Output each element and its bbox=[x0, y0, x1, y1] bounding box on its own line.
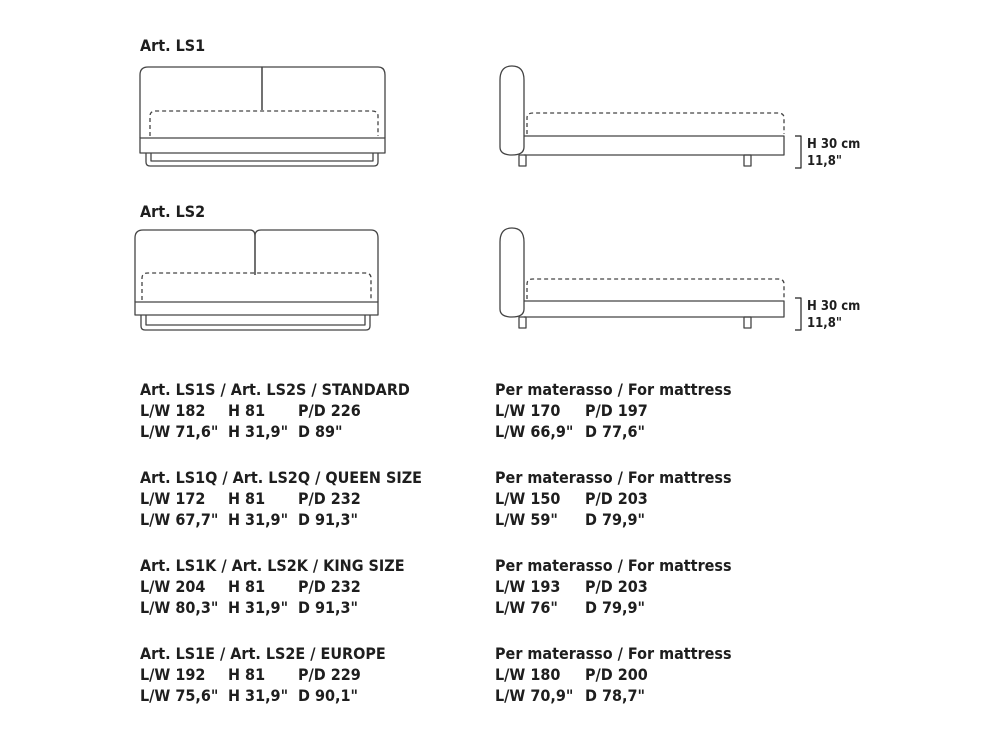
mattress-depth-in: D 79,9" bbox=[585, 510, 645, 529]
mattress-title: Per materasso / For mattress bbox=[495, 556, 732, 575]
spec-width: L/W 204 bbox=[140, 577, 206, 596]
spec-queen bbox=[140, 467, 422, 530]
spec-width-in: L/W 75,6" bbox=[140, 686, 219, 705]
mattress-depth: P/D 203 bbox=[585, 577, 648, 596]
spec-width-in: L/W 71,6" bbox=[140, 422, 219, 441]
mattress-width: L/W 170 bbox=[495, 401, 561, 420]
ls1-front-view bbox=[140, 67, 385, 166]
spec-width-in: L/W 80,3" bbox=[140, 598, 219, 617]
spec-height-in: H 31,9" bbox=[228, 510, 289, 529]
spec-depth: P/D 226 bbox=[298, 401, 361, 420]
height-dimension-brackets bbox=[795, 136, 801, 330]
spec-title: Art. LS1Q / Art. LS2Q / QUEEN SIZE bbox=[140, 468, 422, 487]
ls1-height-dimension bbox=[807, 136, 860, 170]
spec-height-in: H 31,9" bbox=[228, 686, 289, 705]
spec-depth: P/D 232 bbox=[298, 577, 361, 596]
mattress-depth-in: D 78,7" bbox=[585, 686, 645, 705]
ls1-side-view bbox=[500, 66, 784, 166]
spec-height: H 81 bbox=[228, 489, 266, 508]
mattress-queen bbox=[495, 467, 732, 530]
mattress-depth: P/D 203 bbox=[585, 489, 648, 508]
mattress-width-in: L/W 70,9" bbox=[495, 686, 574, 705]
mattress-standard bbox=[495, 379, 732, 442]
spec-depth-in: D 89" bbox=[298, 422, 343, 441]
mattress-width-in: L/W 66,9" bbox=[495, 422, 574, 441]
ls2-front-view bbox=[135, 230, 378, 330]
drawing-title-ls2: Art. LS2 bbox=[140, 202, 206, 221]
mattress-width: L/W 193 bbox=[495, 577, 561, 596]
spec-width: L/W 192 bbox=[140, 665, 206, 684]
mattress-width-in: L/W 59" bbox=[495, 510, 558, 529]
spec-height-in: H 31,9" bbox=[228, 598, 289, 617]
mattress-title: Per materasso / For mattress bbox=[495, 380, 732, 399]
spec-europe bbox=[140, 643, 386, 706]
ls2-height-dimension bbox=[807, 298, 860, 332]
mattress-title: Per materasso / For mattress bbox=[495, 468, 732, 487]
spec-width: L/W 172 bbox=[140, 489, 206, 508]
mattress-width-in: L/W 76" bbox=[495, 598, 558, 617]
drawing-title-ls1: Art. LS1 bbox=[140, 36, 206, 55]
spec-title: Art. LS1E / Art. LS2E / EUROPE bbox=[140, 644, 386, 663]
spec-height-in: H 31,9" bbox=[228, 422, 289, 441]
spec-standard bbox=[140, 379, 410, 442]
spec-title: Art. LS1S / Art. LS2S / STANDARD bbox=[140, 380, 410, 399]
mattress-width: L/W 180 bbox=[495, 665, 561, 684]
mattress-title: Per materasso / For mattress bbox=[495, 644, 732, 663]
spec-height: H 81 bbox=[228, 665, 266, 684]
height-cm-label: H 30 cm bbox=[807, 137, 861, 152]
spec-depth-in: D 91,3" bbox=[298, 510, 358, 529]
mattress-europe bbox=[495, 643, 732, 706]
spec-height: H 81 bbox=[228, 577, 266, 596]
spec-height: H 81 bbox=[228, 401, 266, 420]
spec-depth: P/D 232 bbox=[298, 489, 361, 508]
spec-depth-in: D 91,3" bbox=[298, 598, 358, 617]
spec-king bbox=[140, 555, 405, 618]
spec-width: L/W 182 bbox=[140, 401, 206, 420]
spec-width-in: L/W 67,7" bbox=[140, 510, 219, 529]
spec-depth: P/D 229 bbox=[298, 665, 361, 684]
mattress-depth: P/D 200 bbox=[585, 665, 648, 684]
height-in-label: 11,8" bbox=[807, 154, 842, 169]
height-cm-label: H 30 cm bbox=[807, 299, 861, 314]
height-in-label: 11,8" bbox=[807, 316, 842, 331]
mattress-depth: P/D 197 bbox=[585, 401, 648, 420]
spec-title: Art. LS1K / Art. LS2K / KING SIZE bbox=[140, 556, 405, 575]
mattress-depth-in: D 79,9" bbox=[585, 598, 645, 617]
spec-depth-in: D 90,1" bbox=[298, 686, 358, 705]
mattress-width: L/W 150 bbox=[495, 489, 561, 508]
mattress-king bbox=[495, 555, 732, 618]
mattress-depth-in: D 77,6" bbox=[585, 422, 645, 441]
ls2-side-view bbox=[500, 228, 784, 328]
